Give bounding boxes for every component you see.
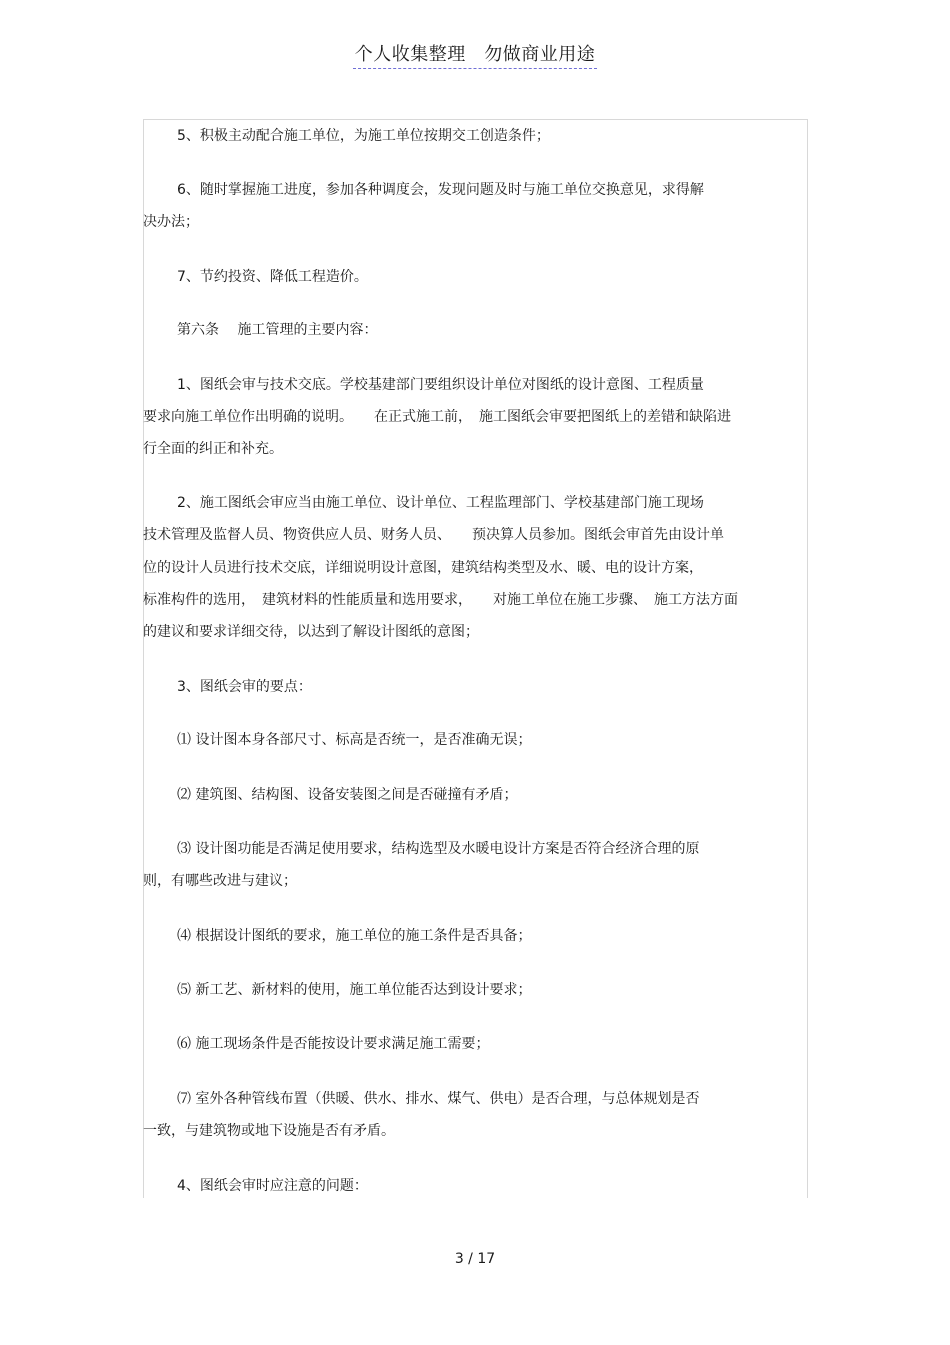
list-item: ⑴ 设计图本身各部尺寸、标高是否统一，是否准确无误； [177,732,532,748]
text-line: 4、图纸会审时应注意的问题： [177,1178,368,1194]
text-line: 3、图纸会审的要点： [177,679,312,695]
list-item: ⑺ 室外各种管线布置（供暖、供水、排水、煤气、供电）是否合理，与总体规划是否 [177,1091,700,1107]
text-line: 2、施工图纸会审应当由施工单位、设计单位、工程监理部门、学校基建部门施工现场 [177,495,704,511]
page-header [0,40,950,66]
text-line: 标准构件的选用， 建筑材料的性能质量和选用要求， 对施工单位在施工步骤、 施工方法方面 [143,592,738,608]
text-line: 技术管理及监督人员、物资供应人员、财务人员、 预决算人员参加。图纸会审首先由设计单 [143,527,724,543]
text-line: 的建议和要求详细交待，以达到了解设计图纸的意图； [143,624,479,640]
text-line: 行全面的纠正和补充。 [143,441,283,457]
text-line: 1、图纸会审与技术交底。学校基建部门要组织设计单位对图纸的设计意图、工程质量 [177,377,704,393]
page-number: 3 / 17 [454,1251,496,1267]
text-line: 6、随时掌握施工进度，参加各种调度会，发现问题及时与施工单位交换意见，求得解 [177,182,704,198]
text-line: 位的设计人员进行技术交底，详细说明设计意图，建筑结构类型及水、暖、电的设计方案， [143,560,703,576]
text-line: 5、积极主动配合施工单位，为施工单位按期交工创造条件； [177,128,550,144]
list-item: ⑷ 根据设计图纸的要求，施工单位的施工条件是否具备； [177,928,532,944]
list-item: ⑵ 建筑图、结构图、设备安装图之间是否碰撞有矛盾； [177,787,518,803]
text-line: 决办法； [143,214,199,230]
text-line: 7、节约投资、降低工程造价。 [177,269,368,285]
list-item: ⑶ 设计图功能是否满足使用要求，结构选型及水暖电设计方案是否符合经济合理的原 [177,841,700,857]
text-line: 则，有哪些改进与建议； [143,873,297,889]
section-heading: 第六条 施工管理的主要内容： [177,322,378,338]
text-line: 要求向施工单位作出明确的说明。 在正式施工前， 施工图纸会审要把图纸上的差错和缺陷进 [143,409,731,425]
list-item: ⑸ 新工艺、新材料的使用，施工单位能否达到设计要求； [177,982,532,998]
text-line: 一致，与建筑物或地下设施是否有矛盾。 [143,1123,395,1139]
list-item: ⑹ 施工现场条件是否能按设计要求满足施工需要； [177,1036,490,1052]
header-text: 个人收集整理 勿做商业用途 [353,44,598,69]
